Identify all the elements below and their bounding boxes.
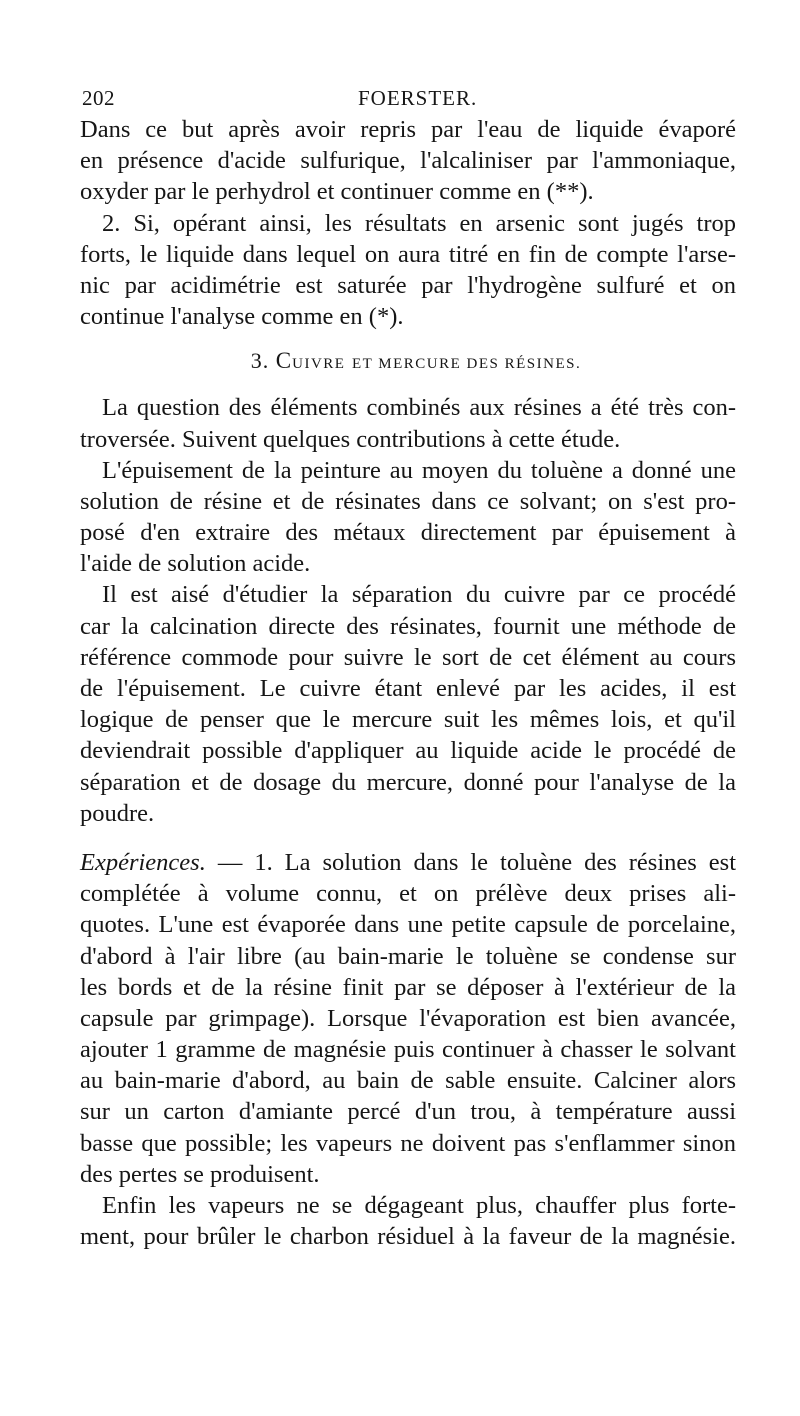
paragraph-item-2 xyxy=(80,208,736,333)
text-line: 2. Si, opérant ainsi, les résultats en arsenic sont jugés trop xyxy=(102,209,736,237)
text-line: de l'épuisement. Le cuivre étant enlevé par les acides, il est xyxy=(80,675,736,702)
text-line: ajouter 1 gramme de magnésie puis continuer à chasser le solvant xyxy=(80,1036,736,1064)
text-line: les bords et de la résine finit par se déposer à l'extérieur de la xyxy=(80,973,736,1001)
text-line: sur un carton d'amiante percé d'un trou, à température aussi xyxy=(80,1098,736,1126)
text-line: complétée à volume connu, et on prélève deux prises ali- xyxy=(80,880,736,908)
running-head xyxy=(80,74,736,114)
text-line: La question des éléments combinés aux résines a été très con- xyxy=(102,394,736,422)
text-line: quotes. L'une est évaporée dans une petite capsule de porcelaine, xyxy=(80,911,736,939)
text-line: au bain-marie d'abord, au bain de sable ensuite. Calciner alors xyxy=(80,1067,736,1095)
book-page xyxy=(80,74,736,1394)
page-number: 202 xyxy=(82,86,115,110)
section-number: 3. xyxy=(250,348,270,374)
text-line: en présence d'acide sulfurique, l'alcaliniser par l'ammoniaque, xyxy=(80,147,736,175)
text-line: basse que possible; les vapeurs ne doivent pas s'enflammer sinon xyxy=(80,1129,736,1157)
text-line: Enfin les vapeurs ne se dégageant plus, chauffer plus forte- xyxy=(102,1192,736,1219)
paragraph-intro xyxy=(80,392,736,454)
text-line: l'aide de solution acide. xyxy=(80,550,311,578)
paragraph-copper xyxy=(80,579,736,829)
paragraph-final xyxy=(80,1190,736,1252)
section-heading xyxy=(80,346,736,378)
text-line xyxy=(80,847,736,878)
running-title: FOERSTER. xyxy=(358,86,478,110)
text-line: troversée. Suivent quelques contributions à cette étude. xyxy=(80,425,621,453)
text-line: référence commode pour suivre le sort de cet élément au cours xyxy=(80,643,736,671)
text-line: d'abord à l'air libre (au bain-marie le toluène se condense sur xyxy=(80,942,736,970)
section-first-word: UIVRE xyxy=(292,356,346,373)
text-line: continue l'analyse comme en (*). xyxy=(80,303,404,331)
section-initial: C xyxy=(275,348,293,374)
paragraph-extraction xyxy=(80,455,736,580)
text-line: posé d'en extraire des métaux directement par épuisement à xyxy=(80,519,736,547)
text-line: oxyder par le perhydrol et continuer comme en (**). xyxy=(80,178,594,206)
text-line: forts, le liquide dans lequel on aura titré en fin de compte l'arse- xyxy=(80,240,736,268)
text-line: logique de penser que le mercure suit les mêmes lois, et qu'il xyxy=(80,706,736,734)
text-line: L'épuisement de la peinture au moyen du toluène a donné une xyxy=(102,456,736,484)
text-line: solution de résine et de résinates dans ce solvant; on s'est pro- xyxy=(80,487,736,515)
text-fragment: — 1. La solution dans le toluène des résines est xyxy=(205,848,736,876)
paragraph-experiences xyxy=(80,847,736,1190)
text-line: Il est aisé d'étudier la séparation du cuivre par ce procédé xyxy=(102,581,736,609)
text-line: ment, pour brûler le charbon résiduel à la faveur de la magnésie. xyxy=(80,1223,736,1251)
paragraph-continuation xyxy=(80,114,736,208)
text-line: des pertes se produisent. xyxy=(80,1160,320,1188)
text-line: poudre. xyxy=(80,799,155,827)
text-line: nic par acidimétrie est saturée par l'hydrogène sulfuré et on xyxy=(80,271,736,299)
text-line: Dans ce but après avoir repris par l'eau de liquide évaporé xyxy=(80,116,736,143)
text-line: car la calcination directe des résinates, fournit une méthode de xyxy=(80,612,736,640)
text-line: capsule par grimpage). Lorsque l'évaporation est bien avancée, xyxy=(80,1004,736,1032)
experiences-label: Expériences. xyxy=(80,848,206,876)
section-title-rest: ET MERCURE DES RÉSINES. xyxy=(351,356,582,373)
text-line: séparation et de dosage du mercure, donné pour l'analyse de la xyxy=(80,768,736,796)
text-line: deviendrait possible d'appliquer au liquide acide le procédé de xyxy=(80,737,736,765)
